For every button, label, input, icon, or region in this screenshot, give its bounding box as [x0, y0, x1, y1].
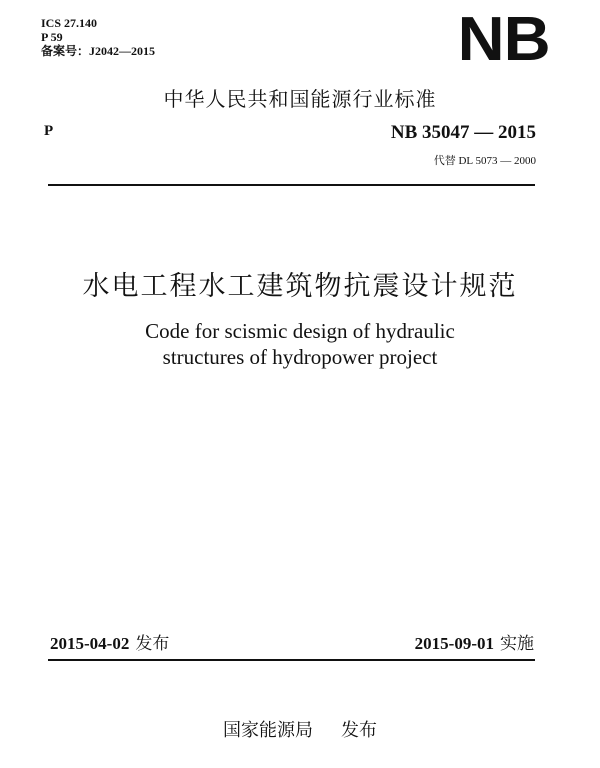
issue-date-label: 发布	[135, 634, 170, 654]
record-value: J2042—2015	[89, 44, 156, 58]
ics-code: ICS 27.140	[41, 16, 98, 30]
implementation-date-value: 2015-09-01	[414, 634, 494, 653]
issue-date	[50, 629, 169, 654]
issue-date-value: 2015-04-02	[50, 634, 130, 653]
replaces-standard: 代替 DL 5073 — 2000	[433, 155, 536, 167]
standard-number: NB 35047 — 2015	[390, 122, 536, 143]
document-title-cn: 水电工程水工建筑物抗震设计规范	[82, 271, 518, 302]
implementation-date	[415, 629, 534, 654]
classification-code: P 59	[41, 30, 63, 44]
bottom-divider	[48, 659, 535, 661]
record-label: 备案号：	[41, 44, 90, 58]
document-title-en-line2: structures of hydropower project	[162, 345, 438, 369]
record-number	[41, 44, 155, 58]
issuer-title: 中华人民共和国能源行业标准	[163, 87, 437, 111]
implementation-date-label: 实施	[500, 634, 534, 654]
nb-logo: NB	[458, 5, 550, 74]
top-divider	[48, 184, 535, 186]
publisher-name: 国家能源局	[223, 720, 313, 741]
publisher	[0, 716, 600, 742]
class-letter: P	[44, 123, 54, 139]
publisher-action: 发布	[341, 720, 377, 741]
document-title-en-line1: Code for scismic design of hydraulic	[145, 319, 455, 343]
